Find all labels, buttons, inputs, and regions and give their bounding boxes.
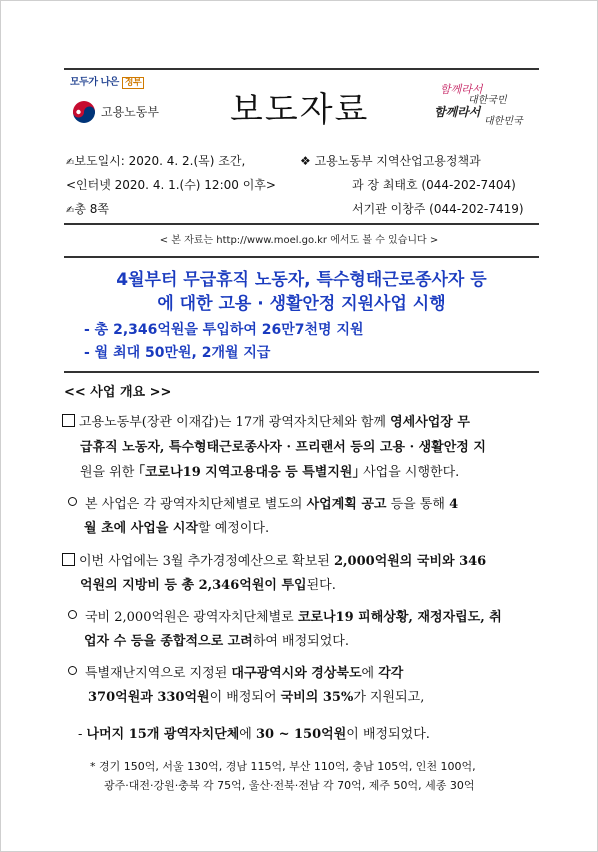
- calligraphy-logo: [432, 78, 542, 130]
- footnote-line-1: * 경기 150억, 서울 130억, 경남 115억, 부산 110억, 충남 105억, 인천 100억,: [90, 760, 476, 773]
- pencil-icon: ✍: [66, 157, 75, 168]
- paragraph-1-line-3: 원을 위한 ｢코로나19 지역고용대응 등 특별지원｣ 사업을 시행한다.: [80, 465, 460, 480]
- subheadline-2: - 월 최대 50만원, 2개월 지급: [84, 345, 271, 361]
- headline-line-2: 에 대한 고용 · 생활안정 지원사업 시행: [157, 294, 446, 314]
- svg-text:함께라서: 함께라서: [434, 105, 481, 119]
- ministry-name: 고용노동부: [101, 105, 159, 119]
- pencil-icon: ✍: [66, 205, 75, 216]
- section-title: << 사업 개요 >>: [64, 385, 172, 400]
- press-release-title: 보도자료: [230, 90, 370, 130]
- slogan-text: 모두가 나은: [70, 77, 119, 88]
- svg-text:대한민국: 대한민국: [484, 116, 523, 127]
- square-bullet-icon: [62, 414, 75, 427]
- footnote-line-2: 광주·대전·강원·충북 각 75억, 울산·전북·전남 각 70억, 제주 50억, 세종 30억: [104, 779, 475, 792]
- website-notice: < 본 자료는 http://www.moel.go.kr 에서도 볼 수 있습니다 >: [159, 235, 439, 246]
- paragraph-4-line-1: 국비 2,000억원은 광역자치단체별로 코로나19 피해상황, 재정자립도, 취: [68, 605, 502, 630]
- paragraph-1-line-2: 급휴직 노동자, 특수형태근로종사자 · 프리랜서 등의 고용 · 생활안정 지: [80, 440, 486, 455]
- paragraph-2-line-1: 본 사업은 각 광역자치단체별로 별도의 사업계획 공고 등을 통해 4: [68, 492, 458, 517]
- paragraph-3-line-1: 이번 사업에는 3월 추가경정예산으로 확보된 2,000억원의 국비와 346: [62, 549, 486, 574]
- slogan-box-text: 정부: [122, 77, 144, 89]
- paragraph-5-line-1: 특별재난지역으로 지정된 대구광역시와 경상북도에 각각: [68, 661, 403, 686]
- government-slogan: [70, 73, 162, 87]
- contact-officer: 서기관 이창주 (044-202-7419): [352, 202, 524, 216]
- circle-bullet-icon: [68, 497, 77, 506]
- release-date: ✍보도일시: 2020. 4. 2.(목) 조간,: [66, 154, 246, 168]
- header-top-rule: [64, 68, 539, 70]
- paragraph-3-line-2: 억원의 지방비 등 총 2,346억원이 투입된다.: [80, 578, 336, 593]
- circle-bullet-icon: [68, 610, 77, 619]
- square-bullet-icon: [62, 553, 75, 566]
- government-emblem-icon: [70, 98, 98, 126]
- circle-bullet-icon: [68, 666, 77, 675]
- headline-line-1: 4월부터 무급휴직 노동자, 특수형태근로종사자 등: [116, 270, 487, 290]
- paragraph-1-line-1: 고용노동부(장관 이재갑)는 17개 광역자치단체와 함께 영세사업장 무: [62, 410, 470, 435]
- department: ❖ 고용노동부 지역산업고용정책과: [300, 154, 481, 168]
- contact-manager: 과 장 최태호 (044-202-7404): [352, 178, 516, 192]
- meta-bottom-rule: [64, 223, 539, 225]
- paragraph-5-line-2: 370억원과 330억원이 배정되어 국비의 35%가 지원되고,: [88, 690, 425, 705]
- paragraph-6: - 나머지 15개 광역자치단체에 30 ~ 150억원이 배정되었다.: [78, 727, 430, 742]
- svg-text:함께라서: 함께라서: [440, 83, 483, 96]
- subheadline-1: - 총 2,346억원을 투입하여 26만7천명 지원: [84, 322, 364, 338]
- svg-text:대한국민: 대한국민: [468, 95, 507, 106]
- calligraphy-logo-icon: [432, 78, 542, 130]
- paragraph-4-line-2: 업자 수 등을 종합적으로 고려하여 배정되었다.: [84, 634, 349, 649]
- paragraph-2-line-2: 월 초에 사업을 시작할 예정이다.: [84, 521, 270, 536]
- page-count: ✍총 8쪽: [66, 202, 110, 216]
- internet-release: <인터넷 2020. 4. 1.(수) 12:00 이후>: [66, 178, 276, 192]
